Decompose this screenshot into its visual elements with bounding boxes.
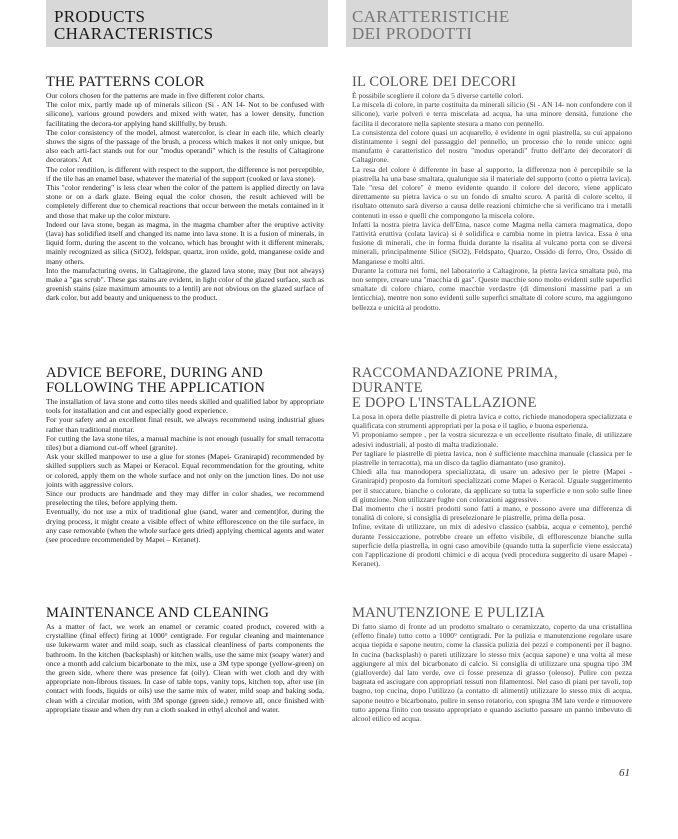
paragraph: La resa del colore è differente in base al supporto, la differenza non è percepibile se la piastrella ha una base smaltata, qualunque sia il materiale del supporto (cotto o pietra lavica). <box>352 164 632 183</box>
paragraph: For your safety and an excellent final result, we always recommend using industrial glues rather than traditional mortar. <box>46 415 324 434</box>
section-title <box>352 366 632 411</box>
paragraph: Infatti la nostra pietra lavica dell'Etna, nasce come Magma nella camera magmatica, dopo l'attività eruttiva (colata lavica) si è solidifica e cambia nome in pietra lavica. Essa è una fusione di minerali, che in forma fluida durante la risalita al vulcano porta con se diversi minerali, principalmente Silice (SiO2), Feldspato, Quarzo, Ossido di ferro, Oro, Ossido di Manganese e molti altri. <box>352 219 632 266</box>
paragraph: Durante la cottura nei forni, nel laboratorio a Caltagirone, la pietra lavica smaltata può, ma non sempre, creare una "macchia di gas". Queste macchie sono molto evidenti sulle superfici smaltate di colore chiaro, come macchie verdastre (di dimensioni massime pari a un lenticchia), mentre non sono evidenti sulle superfici smaltate di colore scuro, ma aggiungono bellezza e unicità al prodotto. <box>352 265 632 312</box>
section-title-line-1: RACCOMANDAZIONE PRIMA, DURANTE <box>352 365 558 396</box>
paragraph: Per tagliare le piastrelle di pietra lavica, non è sufficiente macchina manuale (classica per le piastrelle in terracotta), ma un disco da taglio diamantato (uso granito). <box>352 448 632 468</box>
section-colore-decori <box>352 75 632 312</box>
section-maintenance <box>46 606 324 714</box>
paragraph: Tale "resa del colore" è meno evidente quando il colore del decoro, viene applicato direttamente su pietra lavica o su un fondo di smalto scuro. A parità di colore scelto, il risultato ottenuto sarà diverso a causa delle reazioni chimiche che si verificano tra i metalli contenuti in esso e quelli che compongono la miscela colore. <box>352 183 632 220</box>
section-body <box>352 622 632 723</box>
header-left-line-1: PRODUCTS <box>54 7 146 26</box>
paragraph: As a matter of fact, we work an enamel or ceramic coated product, covered with a crystalline (final effect) firing at 1000° centigrade. For regular cleaning and maintenance use lukewarm water and mild soap, such as classical cleanliness of parts components the bathroom. In the kitchen (backsplash) or kitchen walls, use the same mix (soapy water) and once a month add calcium bicarbonate to the mix, use a 3M type sponge (yellow-green) on the green side, where there was presence fat (oily). Clean with wet cloth and dry with appropriate non-fibrous tissues. In case of table tops, vanity tops, kitchen top, after use (in contact with foods, liquids or oils) use the same mix of water, mild soap and baking soda, clean with a circular motion, with 3M sponge (green side,) remove all, once finished with appropriate tissue and when dry run a cloth soaked in ethyl alcohol and water. <box>46 622 324 714</box>
paragraph: The color rendition, is different with respect to the support, the difference is not perceptible, if the tile has an enamel base, whatever the material of the support (cooked or lava stone). <box>46 164 324 183</box>
paragraph: The installation of lava stone and cotto tiles needs skilled and qualified labor by appropriate tools for installation and cut and especially good experience. <box>46 397 324 416</box>
page-number: 61 <box>619 767 630 779</box>
paragraph: La miscela di colore, in parte costituita da minerali silicio (Si - AN 14- non confondere con il silicone), varie polveri e terra miscelata ad acqua, ha una minore densità, funzione che facilita il decoratore nella sapiente stesura a mano con pennello. <box>352 100 632 128</box>
section-title: MANUTENZIONE E PULIZIA <box>352 605 545 621</box>
section-title-line-2: E DOPO L'INSTALLAZIONE <box>352 395 537 411</box>
section-title <box>46 366 324 396</box>
paragraph: This "color rendering" is less clear when the color of the pattern is applied directly on lava stone or on a dark glaze. Being equal the color chosen, the result achieved will be completely different due to chemical reactions that occur between the metals contained in it and those that make up the color mixture. <box>46 183 324 220</box>
section-title-line-1: ADVICE BEFORE, DURING AND <box>46 365 263 381</box>
paragraph: La consistenza del colore quasi un acquarello, è evidente in ogni piastrella, su cui appaiono distintamente i segni del passaggio del pennello, un processo che lo rende unico: ogni manufatto è caratteristico del nostro "modus operandi" frutto dell'arte dei decoratori di Caltagirone. <box>352 127 632 165</box>
paragraph: Indeed our lava stone, began as magma, in the magma chamber after the eruptive activity (lava) has solidified itself and changed its name into lava stone. It is a fusion of minerals, in liquid form, during the ascent to the volcano, which has brought with it different minerals, mainly recognized as silica (SiO2), feldspar, quartz, iron oxide, gold, manganese oxide and many others. <box>46 219 324 266</box>
section-body <box>352 412 632 568</box>
paragraph: Infine, evitate di utilizzare, un mix di adesivo classico (sabbia, acqua e cemento), perché durante l'essiccazione, potrebbe creare un effetto visibile, di efflorescenze bianche sulla superficie della piastrella, in ogni caso amovibile (quando tutta la superficie viene essiccata) con l'applicazione di prodotti chimici e di acqua (vedi procedura suggerito di usare Mapei - Keranet). <box>352 522 632 569</box>
section-title-line-2: FOLLOWING THE APPLICATION <box>46 380 266 396</box>
paragraph: The color consistency of the model, almost watercolor, is clear in each tile, which clearly shows the signs of the passage of the brush, a process which makes it not only unique, but also each arti-fact stands out for our "modus operandi" which is the results of Caltagirone decorators.' Art <box>46 127 324 165</box>
header-right-line-2: DEI PRODOTTI <box>352 24 473 43</box>
header-left-line-2: CHARACTERISTICS <box>54 24 214 43</box>
paragraph: Di fatto siamo di fronte ad un prodotto smaltato o ceramizzato, coperto da una cristallina (effetto finale) tutto cotto a 1000° centigradi. Per la pulizia e manutenzione regolare usare acqua tiepida e sapone neutro, come la classica pulizia dei pezzi e componenti per il bagno. In cucina (backsplash) o pareti utilizzare lo stesso mix (acqua sapone) e una volta al mese aggiungere al mix del bicarbonato di calcio. Si consiglia di utilizzare una spugna tipo 3M (gialloverde) dal lato verde, ove ci fosse presenza di grasso (oleoso). Pulire con pezza bagnata ed asciugare con appropriati tessuti non filamentosi. Nel caso di piani per tavoli, top bagno, top cucina, dopo l'utilizzo (a contatto di alimenti) utilizzare lo stesso mix di acqua, sapone neutro e bicarbonato, pulire in senso rotatorio, con spugna 3M lato verde e rimuovere tutto appena finito con tessuto appropriato e quando asciutto passare un panno imbevuto di alcool etilico ed acqua. <box>352 622 632 724</box>
section-title: THE PATTERNS COLOR <box>46 74 205 90</box>
paragraph: Chiedi alla tua manodopera specializzata, di usare un adesivo per le pietre (Mapei - Granirapid) proposto da fornitori specializzati come Mapei o Keracol. Uguale suggerimento per il stuccature, bianche o colorate, da applicare su tutta la superficie e non solo sulle linee di giunzione. Non utilizzare fughe con colorazioni aggressive. <box>352 467 632 504</box>
paragraph: Dal momento che i nostri prodotti sono fatti a mano, e possono avere una differenza di tonalità di colore, si consiglia di preselezionare le piastrelle, prima della posa. <box>352 504 632 523</box>
paragraph: Ask your skilled manpower to use a glue for stones (Mapei- Granirapid) recommended by skilled suppliers such as Mapei or Keracol. Equal recommendation for the grouting, white or colored, apply them on the whole surface and not only on the junction lines. Do not use joints with aggressive colors. <box>46 452 324 489</box>
paragraph: È possibile scegliere il colore da 5 diverse cartelle colori. <box>352 91 524 100</box>
paragraph: The color mix, partly made up of minerals silicon (Si - AN 14- Not to be confused with silicone), various ground powders and mixed with water, has a lower density, function facilitating the decora-tor applying hand skillfully, by brush. <box>46 100 324 128</box>
paragraph: Since our products are handmade and they may differ in color shades, we recommend preselecting the tiles, before applying them. <box>46 489 324 508</box>
paragraph: Into the manufacturing ovens, in Caltagirone, the glazed lava stone, may (but not always) make a "gas scrub". These gas stains are evident, in light color of the glazed surface, such as greenish stains (size maximum amounts to a lentil) are not obvious on the glazed surface of dark color, but add beauty and uniqueness to the product. <box>46 265 324 303</box>
section-title: MAINTENANCE AND CLEANING <box>46 605 270 621</box>
section-patterns-color <box>46 75 324 303</box>
section-body <box>352 91 632 312</box>
paragraph: Eventually, do not use a mix of traditional glue (sand, water and cement)for, during the drying process, it might create a visible effect of white efflorescence on the tile surface, in any case removable (when the whole surface gets dried) applying chemical agents and water (see procedure recommended by Mapei – Keranet). <box>46 507 324 545</box>
paragraph: La posa in opera delle piastrelle di pietra lavica e cotto, richiede manodopera specializzata e qualificata con strumenti appropriati per la posa e il taglio, e buona esperienza. <box>352 412 632 431</box>
section-manutenzione <box>352 606 632 723</box>
section-body <box>46 397 324 544</box>
paragraph: Our colors chosen for the patterns are made in five different color charts. <box>46 91 265 100</box>
header-caratteristiche-prodotti <box>346 0 632 47</box>
header-products-characteristics <box>46 0 328 47</box>
header-right-line-1: CARATTERISTICHE <box>352 7 510 26</box>
paragraph: For cutting the lava stone tiles, a manual machine is not enough (usually for small terracotta tiles) but a diamond cut-off wheel (granite). <box>46 433 324 453</box>
section-title: IL COLORE DEI DECORI <box>352 74 517 90</box>
paragraph: Vi proponiamo sempre , per la vostra sicurezza e un eccellente risultato finale, di utilizzare adesivi industriali, al posto di malta tradizionale. <box>352 430 632 449</box>
section-body <box>46 91 324 303</box>
section-advice <box>46 366 324 544</box>
section-raccomandazione <box>352 366 632 568</box>
section-body <box>46 622 324 714</box>
